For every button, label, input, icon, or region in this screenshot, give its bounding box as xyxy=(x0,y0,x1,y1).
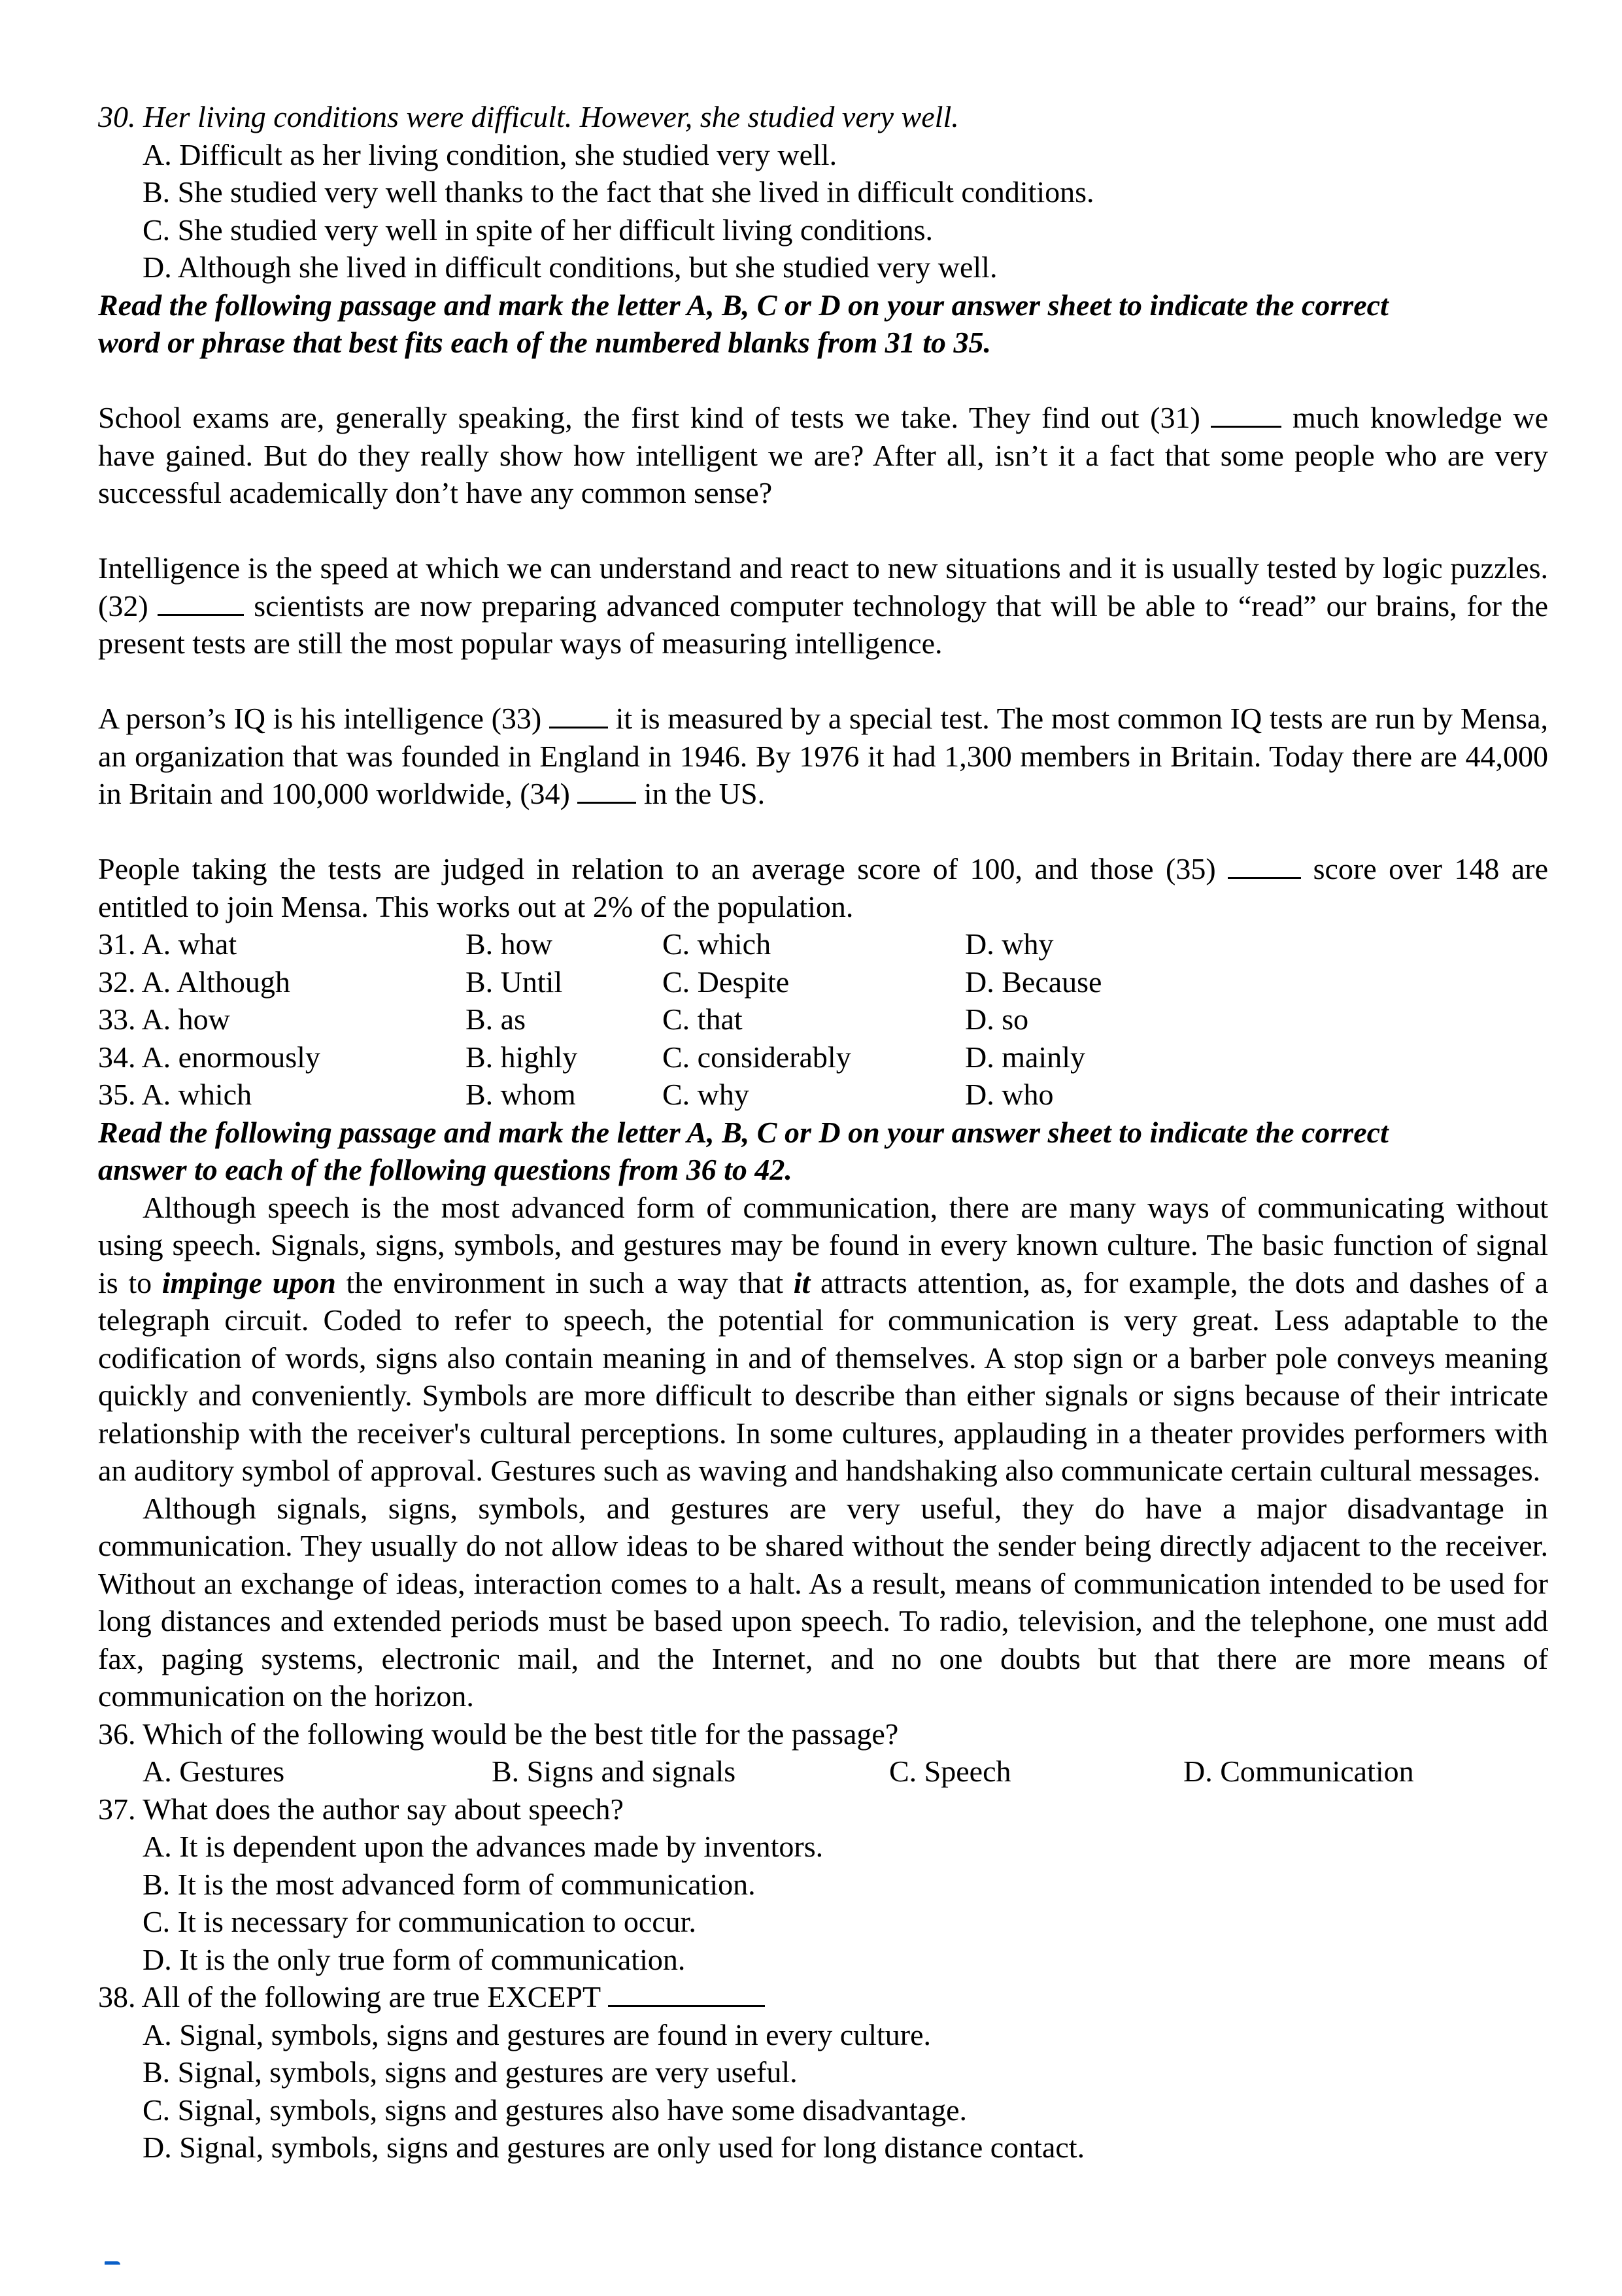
options-row-32: 32. A. Although B. Until C. Despite D. Because xyxy=(98,965,1102,999)
question-37-option-a: A. It is dependent upon the advances made by inventors. xyxy=(143,1830,824,1863)
question-38-option-c: C. Signal, symbols, signs and gestures also have some disadvantage. xyxy=(143,2093,968,2127)
highlighted-phrase-impinge-upon: impinge upon xyxy=(161,1265,336,1299)
question-30-option-d: D. Although she lived in difficult conditions, but she studied very well. xyxy=(143,250,998,284)
instruction-36-42-line1: Read the following passage and mark the letter A, B, C or D on your answer sheet to indicate the correct xyxy=(98,1115,1389,1149)
passage1-paragraph1: School exams are, generally speaking, the first kind of tests we take. They find out (31) much knowledge we have gained. But do they really show how intelligent we are? After all, isn’t it a fact that some people who are very successful academically don’t have any common sense? xyxy=(98,401,1548,509)
footer-link-fragment xyxy=(105,2261,120,2265)
blank-35 xyxy=(1228,852,1301,879)
question-37-stem: 37. What does the author say about speech? xyxy=(98,1792,624,1826)
question-37-option-b: B. It is the most advanced form of communication. xyxy=(143,1867,756,1901)
blank-32 xyxy=(158,589,244,616)
passage2-paragraph2: Although signals, signs, symbols, and gestures are very useful, they do have a major disadvantage in communication. They usually do not allow ideas to be shared without the sender being directly adjacent to the receiver. Without an exchange of ideas, interaction comes to a halt. As a result, means of communication intended to be used for long distances and extended periods must be based upon speech. To radio, television, and the telephone, one must add fax, paging systems, electronic mail, and the Internet, and no one doubts but that there are more means of communication on the horizon. xyxy=(98,1491,1548,1713)
blank-34 xyxy=(577,777,636,804)
blank-38 xyxy=(608,1980,765,2007)
options-row-34: 34. A. enormously B. highly C. considerably D. mainly xyxy=(98,1040,1085,1074)
question-37-option-c: C. It is necessary for communication to occur. xyxy=(143,1905,696,1938)
question-38-option-d: D. Signal, symbols, signs and gestures are only used for long distance contact. xyxy=(143,2131,1085,2164)
instruction-36-42-line2: answer to each of the following questions from 36 to 42. xyxy=(98,1153,792,1186)
question-36-stem: 36. Which of the following would be the best title for the passage? xyxy=(98,1717,899,1751)
instruction-31-35-line1: Read the following passage and mark the letter A, B, C or D on your answer sheet to indicate the correct xyxy=(98,288,1389,322)
question-38-stem: 38. All of the following are true EXCEPT xyxy=(98,1978,1548,2016)
passage1-paragraph4: People taking the tests are judged in relation to an average score of 100, and those (35) score over 148 are entitled to join Mensa. This works out at 2% of the population. xyxy=(98,852,1548,923)
question-36-option-b: B. Signs and signals xyxy=(492,1755,736,1788)
question-30-stem: 30. Her living conditions were difficult. However, she studied very well. xyxy=(98,100,959,133)
question-37-option-d: D. It is the only true form of communication. xyxy=(143,1942,686,1976)
instruction-31-35-line2: word or phrase that best fits each of the numbered blanks from 31 to 35. xyxy=(98,326,992,359)
options-row-35: 35. A. which B. whom C. why D. who xyxy=(98,1078,1054,1111)
blank-31 xyxy=(1211,401,1281,428)
exam-page xyxy=(98,98,1548,2167)
highlighted-word-it: it xyxy=(793,1265,811,1299)
question-38-option-b: B. Signal, symbols, signs and gestures are very useful. xyxy=(143,2055,798,2089)
options-row-33: 33. A. how B. as C. that D. so xyxy=(98,1002,1029,1036)
passage1-paragraph2: Intelligence is the speed at which we can understand and react to new situations and it is usually tested by logic puzzles. (32) scientists are now preparing advanced computer technology that will be able to “read” our brains, for the present tests are still the most popular ways of measuring intelligence. xyxy=(98,551,1549,660)
passage2-paragraph1: Although speech is the most advanced form of communication, there are many ways of communicating without using speech. Signals, signs, symbols, and gestures may be found in every known culture. The basic function of signal is to impinge upon the environment in such a way that it attracts attention, as, for example, the dots and dashes of a telegraph circuit. Coded to refer to speech, the potential for communication is very great. Less adaptable to the codification of words, signs also contain meaning in and of themselves. A stop sign or a barber pole conveys meaning quickly and conveniently. Symbols are more difficult to describe than either signals or signs because of their intricate relationship with the receiver's cultural perceptions. In some cultures, applauding in a theater provides performers with an auditory symbol of approval. Gestures such as waving and handshaking also communicate certain cultural messages. xyxy=(98,1190,1548,1487)
question-30-option-a: A. Difficult as her living condition, she studied very well. xyxy=(143,137,837,171)
options-row-31: 31. A. what B. how C. which D. why xyxy=(98,927,1054,961)
passage1-paragraph3: A person’s IQ is his intelligence (33) it is measured by a special test. The most common IQ tests are run by Mensa, an organization that was founded in England in 1946. By 1976 it had 1,300 members in Britain. Today there are 44,000 in Britain and 100,000 worldwide, (34) in the US. xyxy=(98,702,1549,810)
question-36-option-c: C. Speech xyxy=(889,1755,1011,1788)
question-36-options xyxy=(98,1753,1548,1791)
question-36-option-d: D. Communication xyxy=(1183,1755,1414,1788)
question-30-option-c: C. She studied very well in spite of her difficult living conditions. xyxy=(143,213,934,247)
question-30-option-b: B. She studied very well thanks to the fact that she lived in difficult conditions. xyxy=(143,175,1094,209)
blank-33 xyxy=(549,702,608,728)
question-38-option-a: A. Signal, symbols, signs and gestures are found in every culture. xyxy=(143,2017,931,2051)
question-36-option-a: A. Gestures xyxy=(143,1755,285,1788)
